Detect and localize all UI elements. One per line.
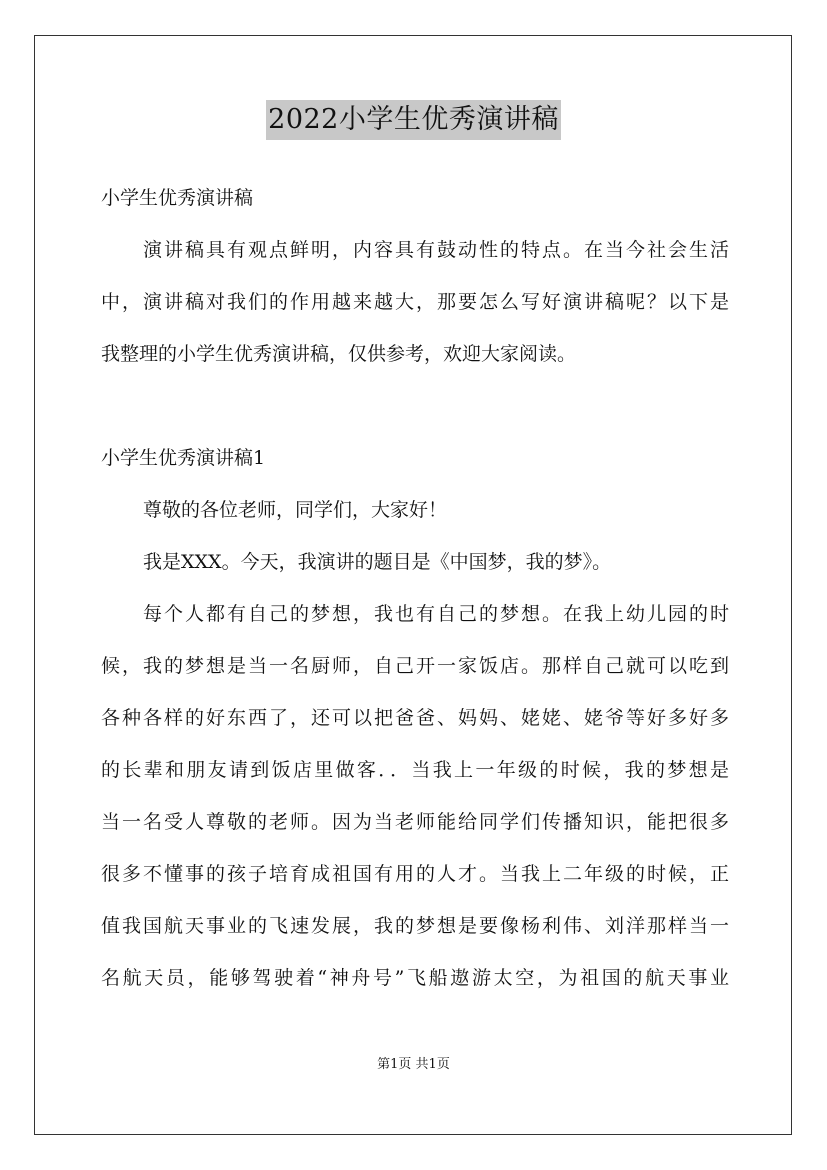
paragraph-gap	[101, 380, 729, 432]
greeting-line: 尊敬的各位老师，同学们，大家好！	[143, 499, 448, 521]
section-heading: 小学生优秀演讲稿1	[101, 447, 266, 469]
body-line: 每个人都有自己的梦想，我也有自己的梦想。在我上幼儿园的时	[143, 603, 729, 625]
self-intro-line: 我是XXX。今天，我演讲的题目是《中国梦，我的梦》。	[143, 551, 612, 573]
page-footer	[0, 1056, 827, 1074]
title-wrap	[0, 100, 827, 140]
body-line: 各种各样的好东西了，还可以把爸爸、妈妈、姥姥、姥爷等好多好多	[101, 707, 729, 729]
document-title: 2022小学生优秀演讲稿	[266, 100, 561, 140]
body-line: 名航天员，能够驾驶着“神舟号”飞船遨游太空，为祖国的航天事业	[101, 967, 729, 989]
body-line: 的长辈和朋友请到饭店里做客．．当我上一年级的时候，我的梦想是	[101, 759, 729, 781]
page-number-label: 第1页 共1页	[377, 1057, 450, 1072]
intro-line: 我整理的小学生优秀演讲稿，仅供参考，欢迎大家阅读。	[101, 343, 577, 365]
body-line: 很多不懂事的孩子培育成祖国有用的人才。当我上二年级的时候，正	[101, 863, 729, 885]
body-line: 值我国航天事业的飞速发展，我的梦想是要像杨利伟、刘洋那样当一	[101, 915, 729, 937]
intro-line: 中，演讲稿对我们的作用越来越大，那要怎么写好演讲稿呢？以下是	[101, 291, 729, 313]
body-line: 候，我的梦想是当一名厨师，自己开一家饭店。那样自己就可以吃到	[101, 655, 729, 677]
document-body	[101, 172, 729, 1004]
body-line: 当一名受人尊敬的老师。因为当老师能给同学们传播知识，能把很多	[101, 811, 729, 833]
document-subtitle: 小学生优秀演讲稿	[101, 187, 254, 209]
intro-line: 演讲稿具有观点鲜明，内容具有鼓动性的特点。在当今社会生活	[143, 239, 729, 261]
